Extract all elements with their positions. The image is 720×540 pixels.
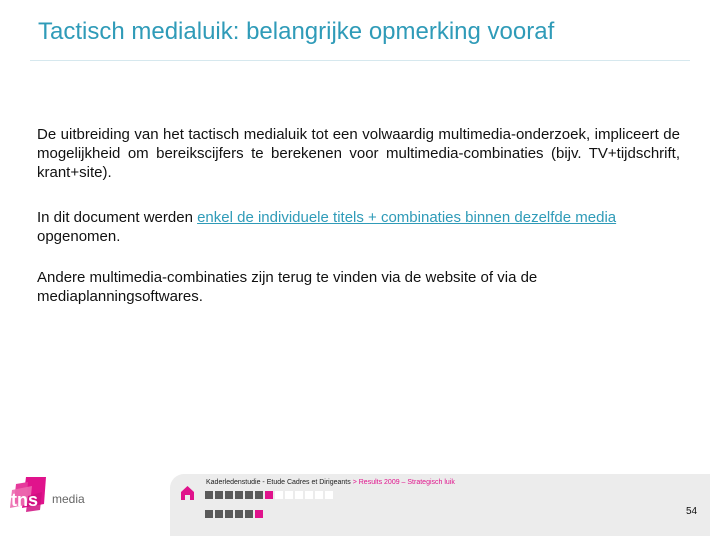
nav-square[interactable] [205, 510, 213, 518]
nav-square[interactable] [205, 491, 213, 499]
nav-square[interactable] [265, 491, 273, 499]
nav-square[interactable] [215, 491, 223, 499]
paragraph-document-scope [37, 208, 680, 246]
nav-square[interactable] [215, 510, 223, 518]
logo-media-text: media [52, 492, 85, 506]
nav-square[interactable] [315, 491, 323, 499]
nav-square[interactable] [245, 491, 253, 499]
nav-square[interactable] [255, 491, 263, 499]
page-number: 54 [686, 506, 698, 517]
nav-square[interactable] [295, 491, 303, 499]
nav-square[interactable] [225, 510, 233, 518]
nav-square[interactable] [235, 510, 243, 518]
nav-square[interactable] [225, 491, 233, 499]
nav-square[interactable] [285, 491, 293, 499]
navigation-progress-row-1 [205, 491, 333, 499]
nav-square[interactable] [305, 491, 313, 499]
title-divider [30, 60, 690, 61]
nav-square[interactable] [325, 491, 333, 499]
scope-link[interactable]: enkel de individuele titels + combinaties binnen dezelfde media [197, 209, 617, 226]
paragraph-scope-suffix: opgenomen. [37, 228, 121, 245]
paragraph-other-combinations: Andere multimedia-combinaties zijn terug te vinden via de website of via de mediaplanningsoftwares. [37, 269, 538, 305]
breadcrumb [206, 479, 455, 486]
paragraph-scope-prefix: In dit document werden [37, 209, 198, 226]
nav-square[interactable] [245, 510, 253, 518]
nav-square[interactable] [275, 491, 283, 499]
breadcrumb-main: Kaderledenstudie - Etude Cadres et Dirigeants [206, 479, 351, 486]
page-title: Tactisch medialuik: belangrijke opmerking vooraf [38, 18, 555, 45]
nav-square[interactable] [235, 491, 243, 499]
home-icon[interactable] [181, 486, 194, 500]
logo-tns-text: tns [11, 490, 38, 510]
breadcrumb-current: Results 2009 – Strategisch luik [358, 479, 455, 486]
paragraph-multimedia-extension: De uitbreiding van het tactisch medialuik tot een volwaardig multimedia-onderzoek, impliceert de mogelijkheid om bereikscijfers te berekenen voor multimedia-combinaties (bijv. TV+tijdschrift, krant+site). [37, 126, 680, 181]
nav-square[interactable] [255, 510, 263, 518]
breadcrumb-separator: > [350, 479, 359, 486]
navigation-progress-row-2 [205, 510, 263, 518]
tns-media-logo [8, 476, 88, 526]
